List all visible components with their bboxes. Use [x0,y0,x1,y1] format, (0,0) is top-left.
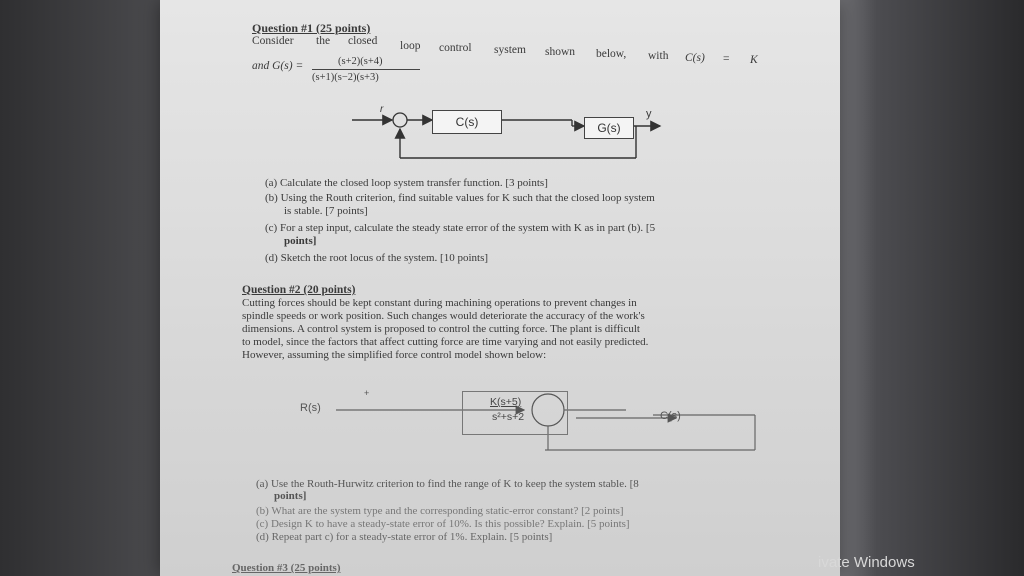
background-right [814,0,1024,576]
q1-output-label: y [646,108,652,120]
q2-item-d: (d) Repeat part c) for a steady-state error of 1%. Explain. [5 points] [256,531,553,543]
q2-plus-sign: + [364,388,370,398]
q1-heading: Question #1 (25 points) [252,21,371,35]
q1-input-label: r [380,104,384,115]
q1-intro-w2: closed [348,35,378,47]
q1-item-c-cont: points] [284,235,317,247]
q1-block-g: G(s) [584,117,634,139]
q1-item-b-cont: is stable. [7 points] [284,205,368,217]
q1-intro-w6: shown [545,46,576,58]
q1-intro-w1: the [316,35,331,47]
q2-para-line-3: dimensions. A control system is proposed to control the cutting force. The plant is difficult [242,323,640,335]
activate-windows-watermark: ivate Windows [818,554,915,571]
q1-numerator: (s+2)(s+4) [338,56,383,67]
q2-input-label: R(s) [300,402,321,414]
exam-paper [160,0,840,576]
q2-item-a-cont: points] [274,490,307,502]
background-left [0,0,160,576]
q2-item-b: (b) What are the system type and the corresponding static-error constant? [2 points] [256,505,624,517]
q2-output-lines [545,395,785,455]
q1-intro-w8: with [648,50,669,62]
q3-heading: Question #3 (25 points) [232,562,341,574]
q2-item-c: (c) Design K to have a steady-state error of 10%. Is this possible? Explain. [5 points] [256,518,630,530]
q2-para-line-1: Cutting forces should be kept constant during machining operations to prevent changes in [242,297,637,309]
q1-fraction-bar [312,69,420,70]
q1-item-b: (b) Using the Routh criterion, find suitable values for K such that the closed loop system [265,192,655,204]
q2-plant-numerator: K(s+5) [490,396,522,408]
q1-intro-w3: loop [400,40,421,52]
q2-output-label: C(s) [660,410,681,422]
q1-and-g: and G(s) = [252,60,304,72]
q1-item-d: (d) Sketch the root locus of the system. [10 points] [265,252,489,264]
q1-intro-w9: C(s) [685,52,705,64]
q1-intro-w7: below, [596,48,627,60]
q1-block-c: C(s) [432,110,502,134]
q2-para-line-4: to model, since the factors that affect cutting force are time varying and not easily predicted. [242,336,649,348]
q1-item-a: (a) Calculate the closed loop system transfer function. [3 points] [265,177,548,189]
q1-denominator: (s+1)(s−2)(s+3) [312,72,379,83]
q1-intro-w11: K [750,54,758,66]
q1-item-c: (c) For a step input, calculate the steady state error of the system with K as in part (b). [5 [265,222,656,234]
q1-intro-w4: control [439,42,472,54]
q1-intro-w0: Consider [252,35,294,47]
q2-para-line-2: spindle speeds or work position. Such changes would deteriorate the accuracy of the work's [242,310,645,322]
q2-item-a: (a) Use the Routh-Hurwitz criterion to find the range of K to keep the system stable. [8 [256,478,639,490]
q2-para-line-5: However, assuming the simplified force control model shown below: [242,349,547,361]
q2-plant-denominator: s²+s+2 [492,411,525,423]
q1-intro-w5: system [494,44,526,56]
q2-heading: Question #2 (20 points) [242,284,356,296]
q1-intro-w10: = [723,53,730,65]
